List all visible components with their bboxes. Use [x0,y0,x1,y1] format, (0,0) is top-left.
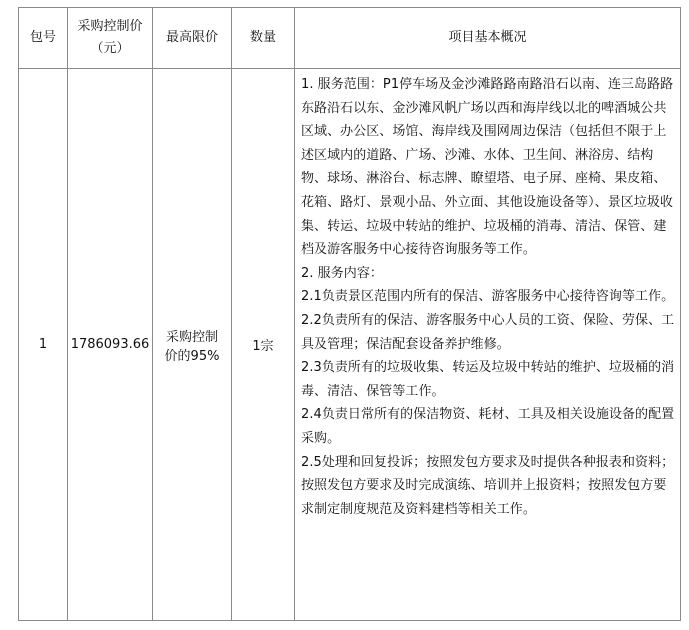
header-price-line-2: （元） [90,41,130,56]
cell-quantity: 1宗 [232,69,295,621]
service-content-heading: 2. 服务内容： [301,265,383,281]
header-procurement-control-price [68,8,153,69]
header-project-overview: 项目基本概况 [295,8,681,69]
cell-project-overview [295,69,681,621]
max-price-line-2: 价的95% [164,348,220,364]
service-item-2-2: 2.2负责所有的保洁、游客服务中心人员的工资、保险、劳保、工具及管理；保洁配套设备养护维修。 [301,312,675,352]
service-scope-paragraph: 1. 服务范围：P1停车场及金沙滩路路南路沿石以南、连三岛路路东路沿石以东、金沙滩风帆广场以西和海岸线以北的啤酒城公共区域、办公区、场馆、海岸线及围网周边保洁（包括但不限于上述区域内的道路、广场、沙滩、水体、卫生间、淋浴房、结构物、球场、淋浴台、标志牌、瞭望塔、电子屏、座椅、果皮箱、花箱、路灯、景观小品、外立面、其他设施设备等）、景区垃圾收集、转运、垃圾中转站的维护、垃圾桶的消毒、清洁、保管、建档及游客服务中心接待咨询服务等工作。 [301,77,674,258]
cell-package-number: 1 [19,69,68,621]
service-item-2-4: 2.4负责日常所有的保洁物资、耗材、工具及相关设施设备的配置采购。 [301,407,675,446]
procurement-table [18,7,681,621]
header-row [19,8,681,69]
service-item-2-5: 2.5处理和回复投诉；按照发包方要求及时提供各种报表和资料；按照发包方要求及时完成演练、培训并上报资料；按照发包方要求制定制度规范及资料建档等相关工作。 [301,454,675,517]
header-quantity: 数量 [232,8,295,69]
header-price-line-1: 采购控制价 [77,19,143,34]
table-row [19,69,681,621]
service-item-2-3: 2.3负责所有的垃圾收集、转运及垃圾中转站的维护、垃圾桶的消毒、清洁、保管等工作。 [301,360,675,399]
cell-max-price [153,69,232,621]
header-package-number: 包号 [19,8,68,69]
max-price-line-1: 采购控制 [165,329,218,345]
cell-control-price: 1786093.66 [68,69,153,621]
service-item-2-1: 2.1负责景区范围内所有的保洁、游客服务中心接待咨询等工作。 [301,289,675,305]
header-max-price: 最高限价 [153,8,232,69]
